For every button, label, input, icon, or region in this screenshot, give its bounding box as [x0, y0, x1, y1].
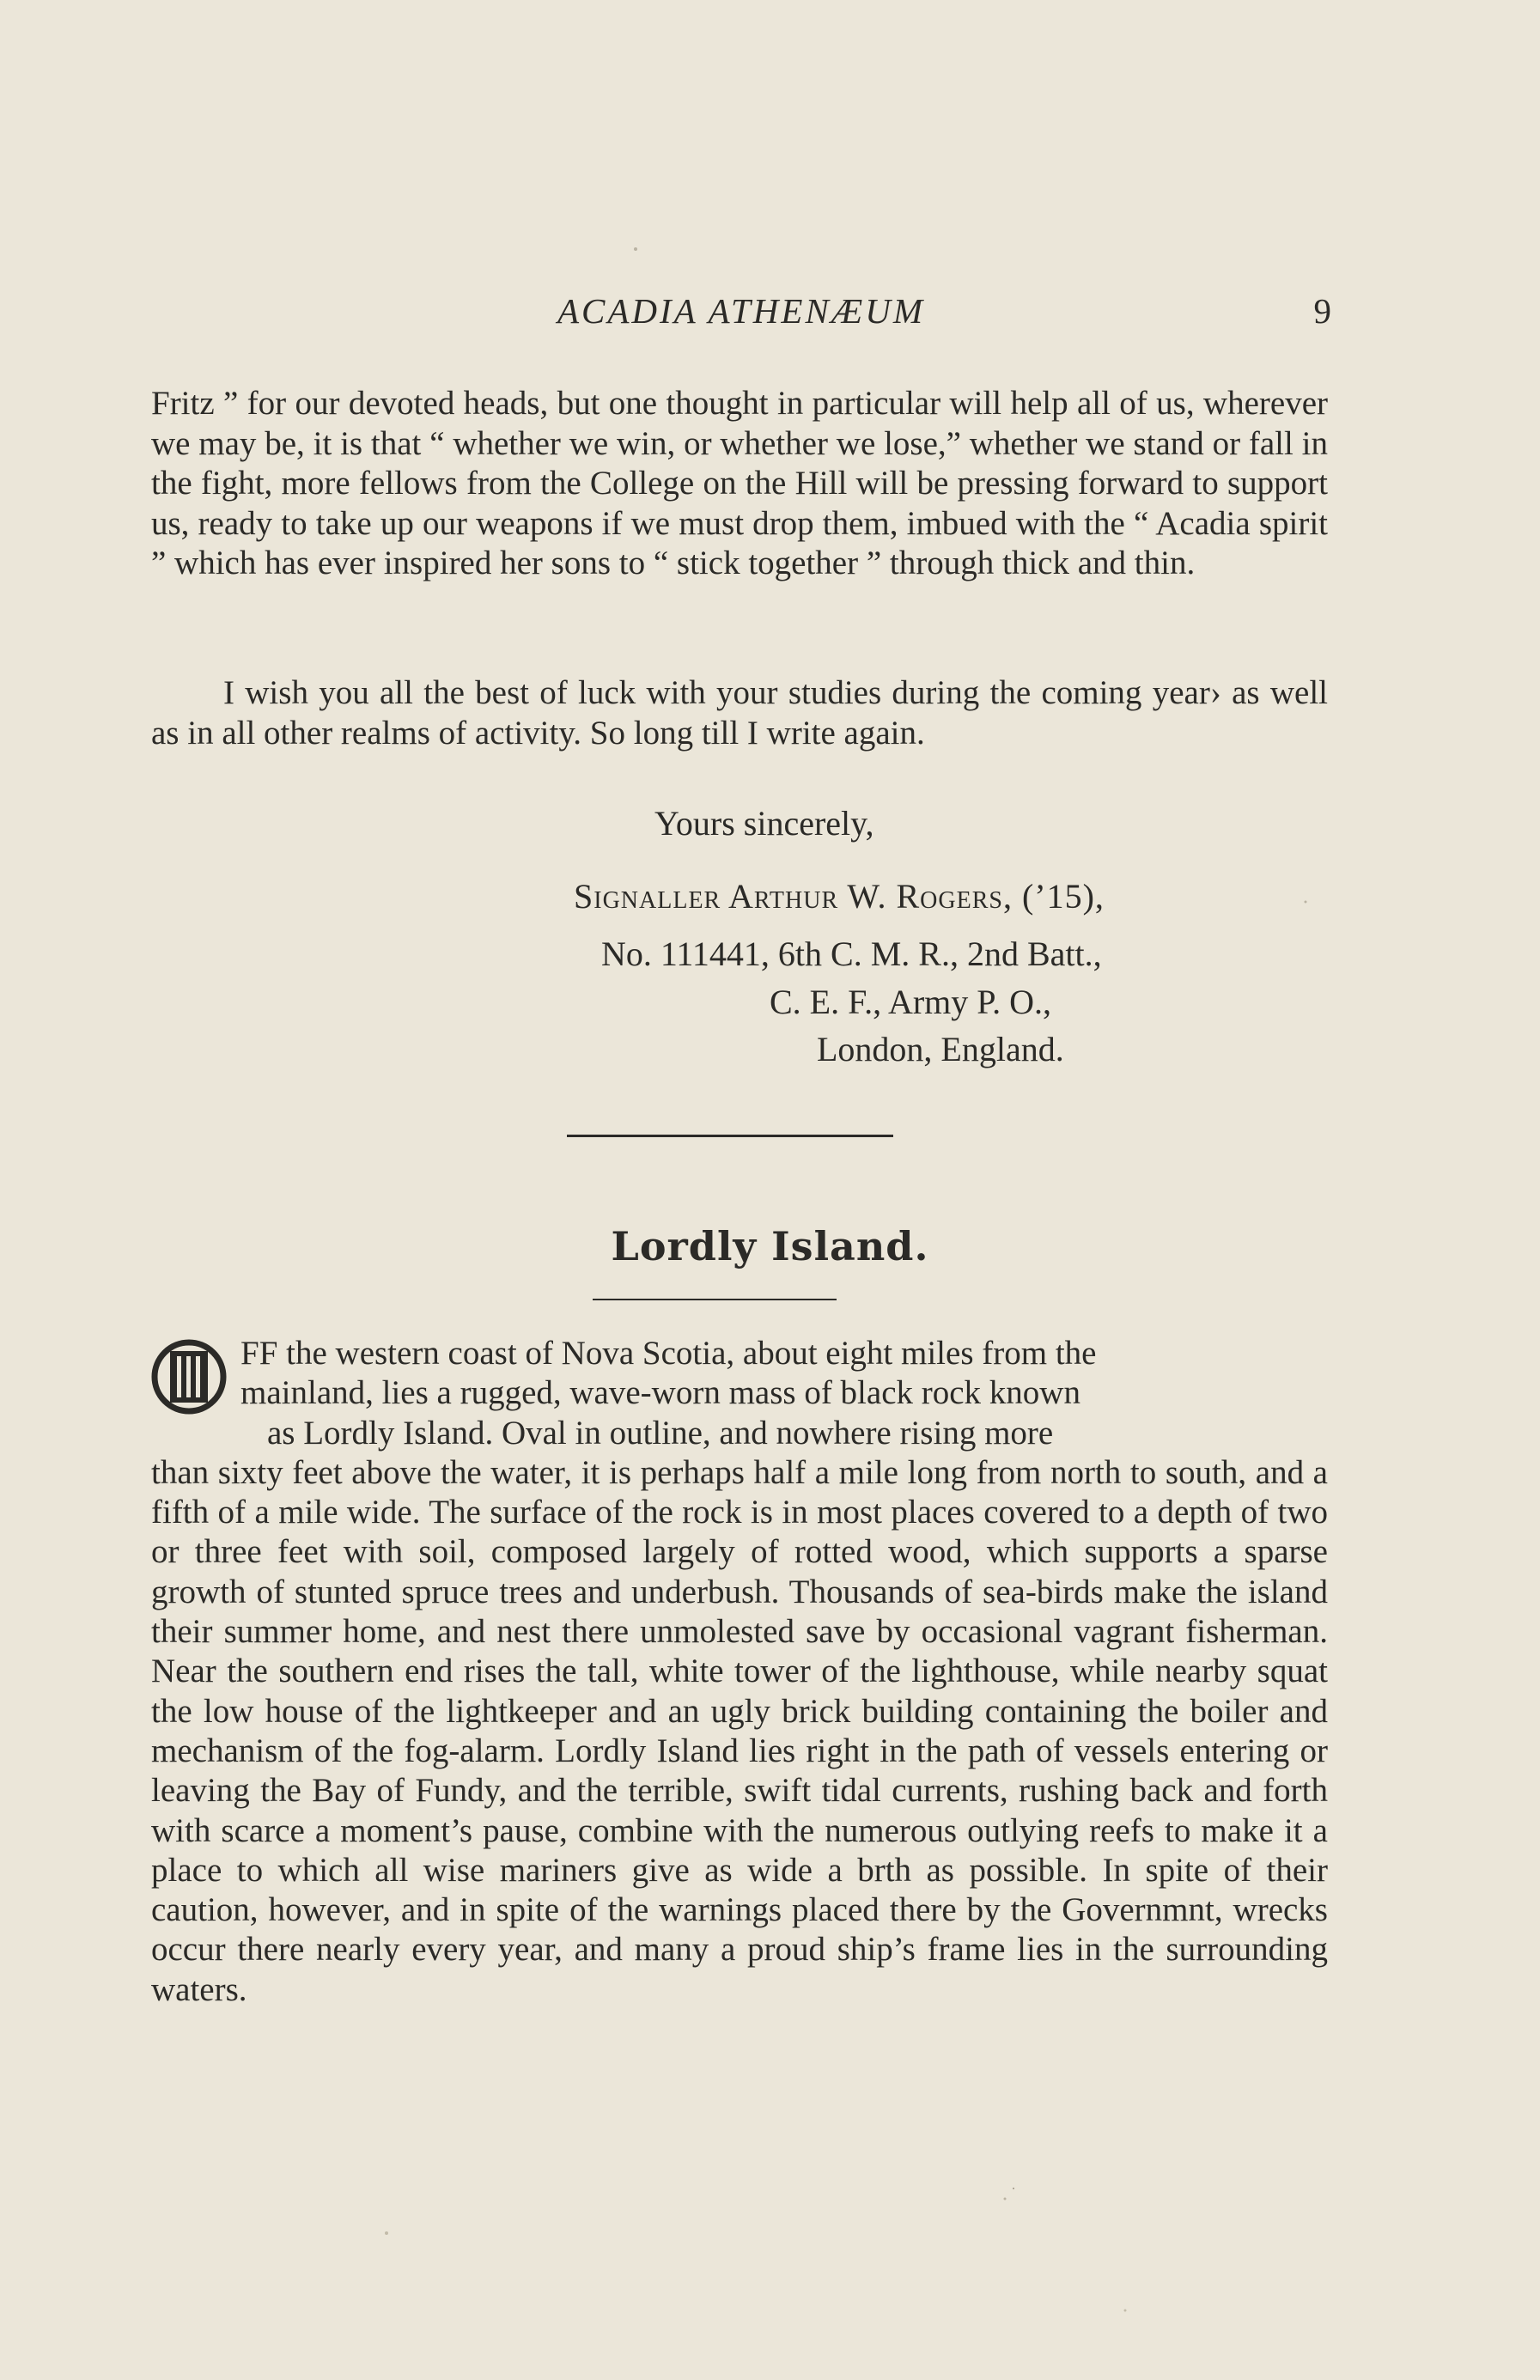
letter-paragraph-2	[151, 673, 1328, 753]
letter-paragraph-1	[151, 384, 1328, 584]
article-line-2: mainland, lies a rugged, wave-worn mass of black rock known	[240, 1374, 1080, 1412]
signature-name: Signaller Arthur W. Rogers, (’15),	[574, 877, 1105, 916]
letter-paragraph-1-text: Fritz ” for our devoted heads, but one thought in particular will help all of us, wherever we may be, it is that “ whether we win, or whether we lose,” whether we stand or fall in the fight, more fellows from the College on the Hill will be pressing forward to support us, ready to take up our weapons if we must drop them, imbued with the “ Acadia spirit ” which has ever inspired her sons to “ stick together ” through thick and thin.	[151, 385, 1328, 581]
signature-location: London, England.	[817, 1030, 1064, 1068]
signature-unit: No. 111441, 6th C. M. R., 2nd Batt.,	[601, 934, 1102, 973]
running-title: ACADIA ATHENÆUM	[557, 291, 926, 331]
section-divider	[567, 1135, 893, 1137]
letter-closing: Yours sincerely,	[654, 804, 874, 843]
title-underline	[593, 1299, 837, 1300]
letter-paragraph-2-text: I wish you all the best of luck with your studies during the coming year› as well as in all other realms of activity. So long till I write again.	[151, 674, 1328, 752]
page-header	[151, 290, 1331, 342]
page-number: 9	[1313, 291, 1331, 331]
article-body-text: than sixty feet above the water, it is perhaps half a mile long from north to south, and a fifth of a mile wide. The surface of the rock is in most places covered to a depth of two or three feet with soil, composed largely of rotted wood, which supports a sparse growth of stunted spruce trees and underbush. Thousands of sea-birds make the island their summer home, and nest there unmolested save by occasional vagrant fisherman. Near the southern end rises the tall, white tower of the lighthouse, while nearby squat the low house of the lightkeeper and an ugly brick building containing the boiler and mechanism of the fog-alarm. Lordly Island lies right in the path of vessels entering or leaving the Bay of Fundy, and the terrible, swift tidal currents, rushing back and forth with scarce a moment’s pause, combine with the numerous outlying reefs to make it a place to which all wise mariners give as wide a brth as possible. In spite of their caution, however, and in spite of the warnings placed there by the Governmnt, wrecks occur there nearly every year, and many a proud ship’s frame lies in the surrounding waters.	[151, 1453, 1328, 2008]
dropcap-o-icon	[151, 1339, 227, 1415]
article-title: Lordly Island.	[611, 1223, 929, 1269]
article-line-1: FF the western coast of Nova Scotia, about eight miles from the	[240, 1335, 1097, 1372]
article-body	[151, 1334, 1328, 2010]
article-line-3: as Lordly Island. Oval in outline, and nowhere rising more	[267, 1414, 1054, 1452]
signature-post-office: C. E. F., Army P. O.,	[770, 983, 1051, 1021]
